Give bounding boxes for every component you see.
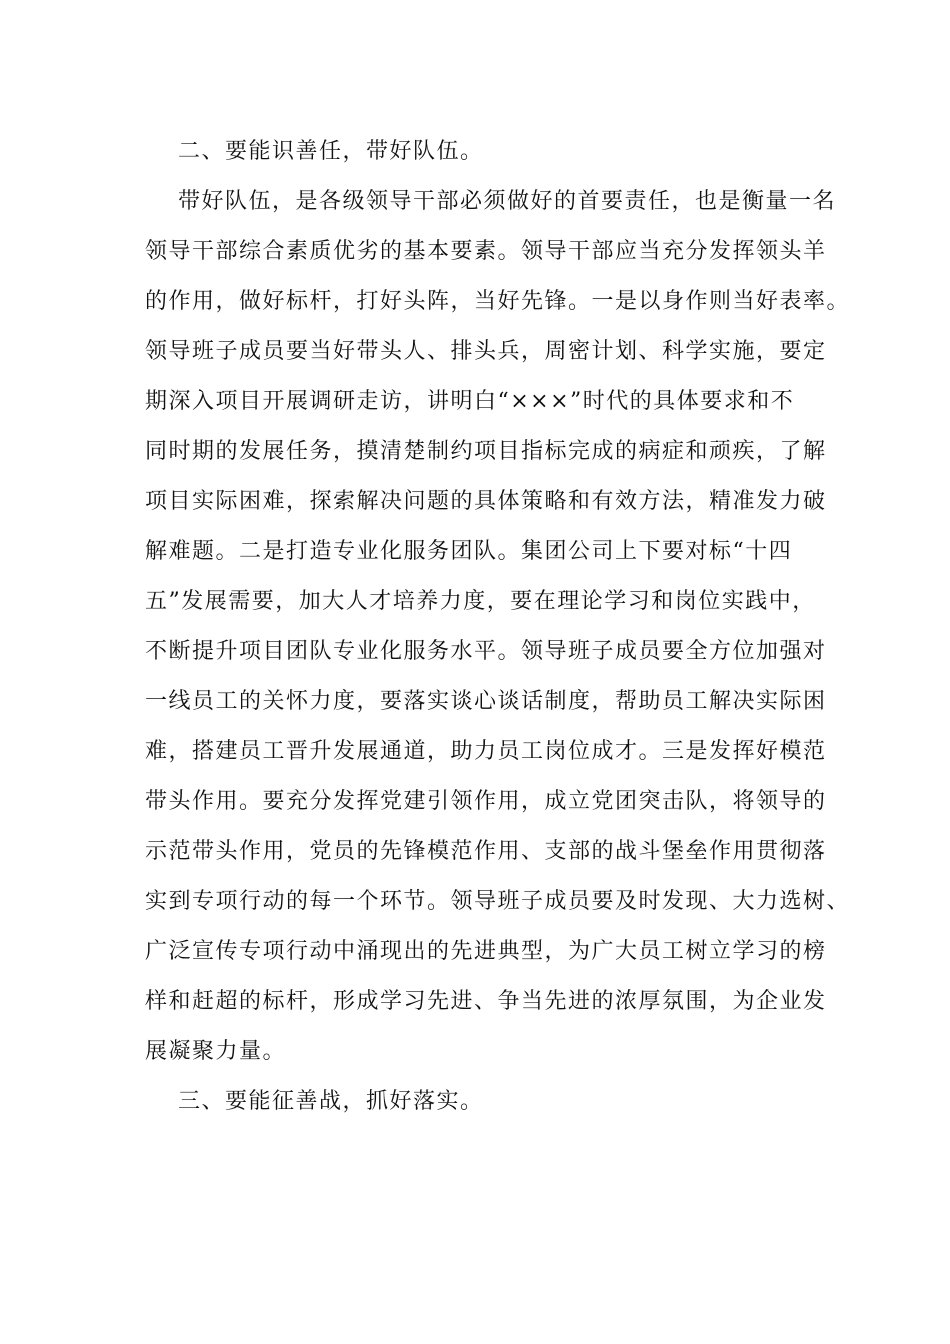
paragraph-line: 领导班子成员要当好带头人、排头兵，周密计划、科学实施，要定 xyxy=(145,339,827,364)
paragraph-line: 同时期的发展任务，摸清楚制约项目指标完成的病症和顽疾，了解 xyxy=(145,439,827,464)
paragraph-line: 的作用，做好标杆，打好头阵，当好先锋。一是以身作则当好表率。 xyxy=(145,289,851,314)
paragraph-line: 带好队伍，是各级领导干部必须做好的首要责任，也是衡量一名 xyxy=(178,189,837,214)
paragraph-line: 解难题。二是打造专业化服务团队。集团公司上下要对标“十四 xyxy=(145,539,793,564)
paragraph-line: 五”发展需要，加大人才培养力度，要在理论学习和岗位实践中， xyxy=(145,589,816,614)
paragraph-line: 难，搭建员工晋升发展通道，助力员工岗位成才。三是发挥好模范 xyxy=(145,739,827,764)
paragraph-line: 展凝聚力量。 xyxy=(145,1039,287,1064)
paragraph-line: 一线员工的关怀力度，要落实谈心谈话制度，帮助员工解决实际困 xyxy=(145,689,827,714)
paragraph-line: 不断提升项目团队专业化服务水平。领导班子成员要全方位加强对 xyxy=(145,639,827,664)
section-heading-3: 三、要能征善战，抓好落实。 xyxy=(178,1089,484,1114)
paragraph-line: 带头作用。要充分发挥党建引领作用，成立党团突击队，将领导的 xyxy=(145,789,827,814)
paragraph-line: 广泛宣传专项行动中涌现出的先进典型，为广大员工树立学习的榜 xyxy=(145,939,827,964)
paragraph-line: 示范带头作用，党员的先锋模范作用、支部的战斗堡垒作用贯彻落 xyxy=(145,839,827,864)
paragraph-line: 项目实际困难，探索解决问题的具体策略和有效方法，精准发力破 xyxy=(145,489,827,514)
paragraph-line: 期深入项目开展调研走访，讲明白“×××”时代的具体要求和不 xyxy=(145,389,795,414)
paragraph-line: 实到专项行动的每一个环节。领导班子成员要及时发现、大力选树、 xyxy=(145,889,851,914)
section-heading-2: 二、要能识善任，带好队伍。 xyxy=(178,139,484,164)
paragraph-line: 领导干部综合素质优劣的基本要素。领导干部应当充分发挥领头羊 xyxy=(145,239,827,264)
paragraph-line: 样和赶超的标杆，形成学习先进、争当先进的浓厚氛围，为企业发 xyxy=(145,989,827,1014)
